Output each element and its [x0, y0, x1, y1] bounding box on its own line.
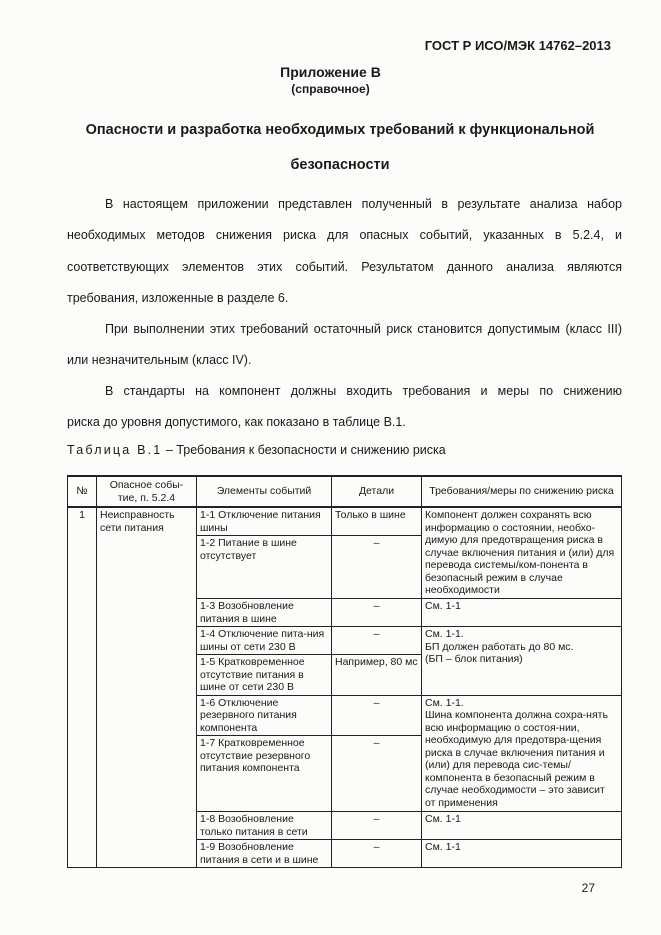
- paragraph-line: требования, изложенные в разделе 6.: [67, 291, 289, 305]
- table-caption-text: – Требования к безопасности и снижению риска: [162, 443, 446, 457]
- table-caption-label: Таблица В.1: [67, 443, 163, 457]
- paragraph-line: В настоящем приложении представлен полученный в результате анализа набор: [105, 197, 622, 211]
- paragraph-line: или незначительным (класс IV).: [67, 353, 252, 367]
- event-detail: –: [332, 812, 422, 840]
- requirement-cell: См. 1-1: [422, 599, 622, 627]
- header-event: Опасное собы-тие, п. 5.2.4: [97, 476, 197, 507]
- annex-title: Приложение В: [280, 64, 381, 80]
- paragraph-line: В стандарты на компонент должны входить требования и меры по снижению: [105, 384, 622, 398]
- table-caption: [67, 443, 446, 457]
- event-element: 1-2 Питание в шине отсутствует: [197, 536, 332, 599]
- paragraph-line: необходимых методов снижения риска для опасных событий, указанных в 5.2.4, и: [67, 228, 622, 242]
- header-num: №: [68, 476, 97, 507]
- table-header-row: [68, 476, 622, 507]
- document-heading: [50, 113, 630, 183]
- header-requirements: Требования/меры по снижению риска: [422, 476, 622, 507]
- event-detail: Только в шине: [332, 507, 422, 536]
- event-detail: –: [332, 736, 422, 812]
- table-row: [68, 507, 622, 536]
- event-element: 1-8 Возобновление только питания в сети: [197, 812, 332, 840]
- event-element: 1-7 Кратковременное отсутствие резервного питания компонента: [197, 736, 332, 812]
- heading-line-2: безопасности: [290, 157, 390, 173]
- page-number: 27: [581, 881, 595, 895]
- event-name: Неисправность сети питания: [97, 507, 197, 868]
- event-element: 1-6 Отключение резервного питания компонента: [197, 695, 332, 736]
- header-details: Детали: [332, 476, 422, 507]
- event-element: 1-1 Отключение питания шины: [197, 507, 332, 536]
- paragraph-line: риска до уровня допустимого, как показано в таблице В.1.: [67, 415, 406, 429]
- event-element: 1-3 Возобновление питания в шине: [197, 599, 332, 627]
- requirement-cell: См. 1-1. Шина компонента должна сохра-нять всю информацию о состоя-нии, необходимую для предотвра-щения риска в случае включения питания и (или) для перевода сис-темы/компонента в безопасный режим в случае необходимости – это зависит от применения: [422, 695, 622, 812]
- requirement-cell: Компонент должен сохранять всю информацию о состоянии, необхо-димую для предотвращения риска в случае включения питания и (или) для перевода системы/ком-понента в безопасный режим в случае необходимости: [422, 507, 622, 599]
- event-detail: –: [332, 627, 422, 655]
- annex-subtitle: (справочное): [291, 82, 370, 96]
- row-number: 1: [68, 507, 97, 868]
- requirement-cell: См. 1-1: [422, 812, 622, 840]
- event-detail: –: [332, 599, 422, 627]
- paragraph-line: соответствующих элементов этих событий. Результатом данного анализа являются: [67, 260, 622, 274]
- standard-id: ГОСТ Р ИСО/МЭК 14762–2013: [424, 38, 611, 53]
- event-detail: –: [332, 536, 422, 599]
- header-elements: Элементы событий: [197, 476, 332, 507]
- event-detail: Например, 80 мс: [332, 655, 422, 696]
- event-detail: –: [332, 695, 422, 736]
- heading-line-1: Опасности и разработка необходимых требований к функциональной: [85, 122, 595, 138]
- event-element: 1-9 Возобновление питания в сети и в шине: [197, 840, 332, 868]
- event-detail: –: [332, 840, 422, 868]
- requirements-table: [67, 475, 622, 868]
- requirement-cell: См. 1-1: [422, 840, 622, 868]
- requirement-cell: См. 1-1. БП должен работать до 80 мс. (БП – блок питания): [422, 627, 622, 696]
- event-element: 1-4 Отключение пита-ния шины от сети 230 В: [197, 627, 332, 655]
- paragraph-line: При выполнении этих требований остаточный риск становится допустимым (класс III): [105, 322, 622, 336]
- event-element: 1-5 Кратковременное отсутствие питания в шине от сети 230 В: [197, 655, 332, 696]
